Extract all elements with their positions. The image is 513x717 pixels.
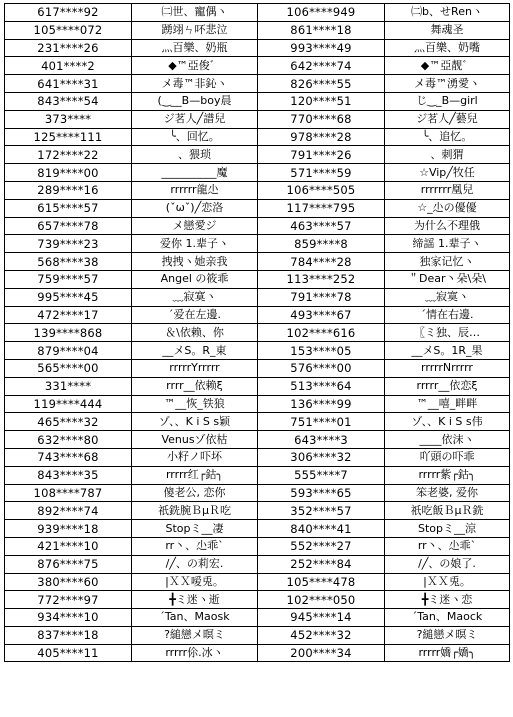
nickname-cell: |ＸＸ兎。 (385, 573, 510, 591)
user-id-cell: 106****505 (258, 181, 385, 199)
user-id-cell: 105****478 (258, 573, 385, 591)
table-row (5, 573, 510, 591)
user-id-cell: 843****54 (5, 92, 132, 110)
user-id-cell: 819****00 (5, 164, 132, 182)
user-id-cell: 861****18 (258, 21, 385, 39)
table-row (5, 609, 510, 627)
nickname-cell: メ毒™非鈊ヽ (132, 75, 258, 93)
nickname-cell: ☆Vip╱牧任 (385, 164, 510, 182)
user-id-cell: 136****99 (258, 395, 385, 413)
nickname-cell: Venusゾ依枯 (132, 431, 258, 449)
user-id-cell: 571****59 (258, 164, 385, 182)
table-row (5, 626, 510, 644)
user-id-cell: 995****45 (5, 288, 132, 306)
table-row (5, 199, 510, 217)
nickname-cell: rrrrr__依恋ξ (385, 377, 510, 395)
table-row (5, 39, 510, 57)
nickname-cell: ╋ミ迷ヽ逝 (132, 591, 258, 609)
nickname-cell: 、刺猬 (385, 146, 510, 164)
user-id-cell: 252****84 (258, 555, 385, 573)
nickname-cell: 拽拽ヽ她亲我 (132, 253, 258, 271)
nickname-cell: (ˇωˇ)╱恋洛 (132, 199, 258, 217)
nickname-cell: ﹏寂寞ヽ (132, 288, 258, 306)
nickname-cell: rr丶、尐乖ˋ (385, 537, 510, 555)
table-row (5, 537, 510, 555)
nickname-cell: 踴翊ㄣ吥悲泣 (132, 21, 258, 39)
table-row (5, 502, 510, 520)
nickname-cell: rrrrrNrrrrr (385, 359, 510, 377)
table-row (5, 164, 510, 182)
nickname-cell: ˊTan、Maosk (132, 609, 258, 627)
user-id-cell: 743****68 (5, 448, 132, 466)
user-id-cell: 373**** (5, 110, 132, 128)
user-id-cell: 791****78 (258, 288, 385, 306)
user-id-cell: 120****51 (258, 92, 385, 110)
nickname-cell: Angel の筱乖 (132, 270, 258, 288)
nickname-cell: じ‿_B—girl (385, 92, 510, 110)
table-row (5, 75, 510, 93)
nickname-cell: rrrrr伱.冰ヽ (132, 644, 258, 662)
user-id-cell: 615****57 (5, 199, 132, 217)
user-id-cell: 876****75 (5, 555, 132, 573)
nickname-cell: __メS。R_東 (132, 342, 258, 360)
user-id-cell: 784****28 (258, 253, 385, 271)
user-id-cell: 576****00 (258, 359, 385, 377)
table-row (5, 324, 510, 342)
user-id-cell: 840****41 (258, 520, 385, 538)
user-id-cell: 642****74 (258, 57, 385, 75)
nickname-cell: 祇銑腕ＢμＲ吃 (132, 502, 258, 520)
user-id-cell: 617****92 (5, 4, 132, 22)
nickname-cell: |ＸＸ嗳兎。 (132, 573, 258, 591)
user-id-cell: 643****3 (258, 431, 385, 449)
user-id-cell: 513****64 (258, 377, 385, 395)
user-id-cell: 751****01 (258, 413, 385, 431)
user-id-cell: 139****868 (5, 324, 132, 342)
table-row (5, 431, 510, 449)
nickname-cell: 独家记忆ヽ (385, 253, 510, 271)
table-row (5, 484, 510, 502)
user-id-cell: 770****68 (258, 110, 385, 128)
user-id-cell: 465****32 (5, 413, 132, 431)
nickname-cell: ____依沫ヽ (385, 431, 510, 449)
nickname-cell: ?縋戀メ暝ミ (132, 626, 258, 644)
user-id-cell: 380****60 (5, 573, 132, 591)
user-id-cell: 452****32 (258, 626, 385, 644)
nickname-cell: /╱、の莉宏. (132, 555, 258, 573)
nickname-cell: 为什么不理俄 (385, 217, 510, 235)
user-id-cell: 892****74 (5, 502, 132, 520)
nickname-cell: 缔謡 1.辈子ヽ (385, 235, 510, 253)
id-name-table-container (4, 3, 510, 662)
table-row (5, 217, 510, 235)
nickname-cell: ™__恢_铁狼 (132, 395, 258, 413)
nickname-cell: Stopミ__涼 (385, 520, 510, 538)
user-id-cell: 172****22 (5, 146, 132, 164)
nickname-cell: 灬百樂、奶瓶 (132, 39, 258, 57)
user-id-cell: 837****18 (5, 626, 132, 644)
table-row (5, 591, 510, 609)
nickname-cell: 祇吃飯ＢμＲ銑 (385, 502, 510, 520)
user-id-cell: 879****04 (5, 342, 132, 360)
nickname-cell: ☆_尐の優優 (385, 199, 510, 217)
user-id-cell: 331**** (5, 377, 132, 395)
user-id-cell: 108****787 (5, 484, 132, 502)
user-id-cell: 153****05 (258, 342, 385, 360)
table-row (5, 57, 510, 75)
nickname-cell: (‿__B—boy晨 (132, 92, 258, 110)
user-id-cell: 106****949 (258, 4, 385, 22)
user-id-cell: 472****17 (5, 306, 132, 324)
user-id-cell: 401****2 (5, 57, 132, 75)
nickname-cell: __________魔 (132, 164, 258, 182)
user-id-cell: 102****050 (258, 591, 385, 609)
nickname-cell: /╱、の娘了. (385, 555, 510, 573)
user-id-cell: 117****795 (258, 199, 385, 217)
user-id-cell: 463****57 (258, 217, 385, 235)
nickname-cell: __メS。1R_果 (385, 342, 510, 360)
user-id-cell: 493****67 (258, 306, 385, 324)
id-name-table (4, 3, 510, 662)
nickname-cell: 爱你 1.辈子ヽ (132, 235, 258, 253)
table-row (5, 377, 510, 395)
nickname-cell: メ戀愛ジ (132, 217, 258, 235)
nickname-cell: ™__嘻_畔畔 (385, 395, 510, 413)
table-row (5, 466, 510, 484)
user-id-cell: 657****78 (5, 217, 132, 235)
user-id-cell: 939****18 (5, 520, 132, 538)
nickname-cell: ╰、追忆。 (385, 128, 510, 146)
user-id-cell: 641****31 (5, 75, 132, 93)
user-id-cell: 826****55 (258, 75, 385, 93)
user-id-cell: 859****8 (258, 235, 385, 253)
user-id-cell: 105****072 (5, 21, 132, 39)
user-id-cell: 552****27 (258, 537, 385, 555)
nickname-cell: rr丶、尐乖ˋ (132, 537, 258, 555)
nickname-cell: ◆™亞靓゛ (385, 57, 510, 75)
nickname-cell: ㈡b、せRenヽ (385, 4, 510, 22)
user-id-cell: 125****111 (5, 128, 132, 146)
user-id-cell: 405****11 (5, 644, 132, 662)
nickname-cell: 、猥琐 (132, 146, 258, 164)
nickname-cell: 舞魂圣 (385, 21, 510, 39)
nickname-cell: rrrr__依赖ξ (132, 377, 258, 395)
table-row (5, 359, 510, 377)
nickname-cell: メ毒™湧愛ヽ (385, 75, 510, 93)
table-row (5, 413, 510, 431)
table-row (5, 128, 510, 146)
nickname-cell: ˊ爱在左邊. (132, 306, 258, 324)
nickname-cell: 笨老婆, 爱你 (385, 484, 510, 502)
table-row (5, 146, 510, 164)
user-id-cell: 772****97 (5, 591, 132, 609)
table-row (5, 270, 510, 288)
user-id-cell: 945****14 (258, 609, 385, 627)
user-id-cell: 565****00 (5, 359, 132, 377)
nickname-cell: 灬百樂、奶嘴 (385, 39, 510, 57)
nickname-cell: ﹏寂寞ヽ (385, 288, 510, 306)
nickname-cell: ˊTan、Maock (385, 609, 510, 627)
table-row (5, 342, 510, 360)
table-row (5, 235, 510, 253)
user-id-cell: 421****10 (5, 537, 132, 555)
user-id-cell: 791****26 (258, 146, 385, 164)
user-id-cell: 843****35 (5, 466, 132, 484)
user-id-cell: 555****7 (258, 466, 385, 484)
user-id-cell: 119****444 (5, 395, 132, 413)
nickname-cell: Stopミ__凄 (132, 520, 258, 538)
user-id-cell: 978****28 (258, 128, 385, 146)
user-id-cell: 739****23 (5, 235, 132, 253)
nickname-cell: rrrrr嬌┌嬌╮ (385, 644, 510, 662)
nickname-cell: ジ茗人╱譜兒 (132, 110, 258, 128)
nickname-cell: ジ茗人╱藝兒 (385, 110, 510, 128)
nickname-cell: ╋ミ迷ヽ恋 (385, 591, 510, 609)
nickname-cell: ㈡世、寵偶ヽ (132, 4, 258, 22)
user-id-cell: 352****57 (258, 502, 385, 520)
nickname-cell: rrrrrrr凰兒 (385, 181, 510, 199)
user-id-cell: 593****65 (258, 484, 385, 502)
user-id-cell: 306****32 (258, 448, 385, 466)
table-row (5, 555, 510, 573)
nickname-cell: ?縋戀メ暝ミ (385, 626, 510, 644)
nickname-cell: ゾ、、K i S s伟 (385, 413, 510, 431)
nickname-cell: rrrrrYrrrrr (132, 359, 258, 377)
nickname-cell: 小籽ノ吓坏 (132, 448, 258, 466)
nickname-cell: 吖頭の吓乖 (385, 448, 510, 466)
user-id-cell: 934****10 (5, 609, 132, 627)
nickname-cell: ＆\依赖、你 (132, 324, 258, 342)
nickname-cell: rrrrrr龍尐 (132, 181, 258, 199)
table-row (5, 306, 510, 324)
user-id-cell: 568****38 (5, 253, 132, 271)
nickname-cell: ˊ情在右邊. (385, 306, 510, 324)
table-row (5, 181, 510, 199)
nickname-cell: ◆™亞俊゛ (132, 57, 258, 75)
table-row (5, 395, 510, 413)
table-row (5, 92, 510, 110)
nickname-cell: ＂Dear丶朵\朵\ (385, 270, 510, 288)
table-row (5, 520, 510, 538)
table-row (5, 110, 510, 128)
nickname-cell: rrrrr红┌鈷╮ (132, 466, 258, 484)
table-row (5, 288, 510, 306)
table-row (5, 4, 510, 22)
table-row (5, 644, 510, 662)
user-id-cell: 759****57 (5, 270, 132, 288)
table-row (5, 448, 510, 466)
nickname-cell: rrrrr紫┌鈷╮ (385, 466, 510, 484)
table-row (5, 253, 510, 271)
user-id-cell: 993****49 (258, 39, 385, 57)
user-id-cell: 632****80 (5, 431, 132, 449)
user-id-cell: 102****616 (258, 324, 385, 342)
nickname-cell: 〖ミ独、辰… (385, 324, 510, 342)
table-body (5, 4, 510, 662)
user-id-cell: 289****16 (5, 181, 132, 199)
user-id-cell: 113****252 (258, 270, 385, 288)
nickname-cell: ╰、回忆。 (132, 128, 258, 146)
table-row (5, 21, 510, 39)
user-id-cell: 231****26 (5, 39, 132, 57)
nickname-cell: ゾ、、K i S s颖 (132, 413, 258, 431)
nickname-cell: 傻老公, 恋你 (132, 484, 258, 502)
user-id-cell: 200****34 (258, 644, 385, 662)
